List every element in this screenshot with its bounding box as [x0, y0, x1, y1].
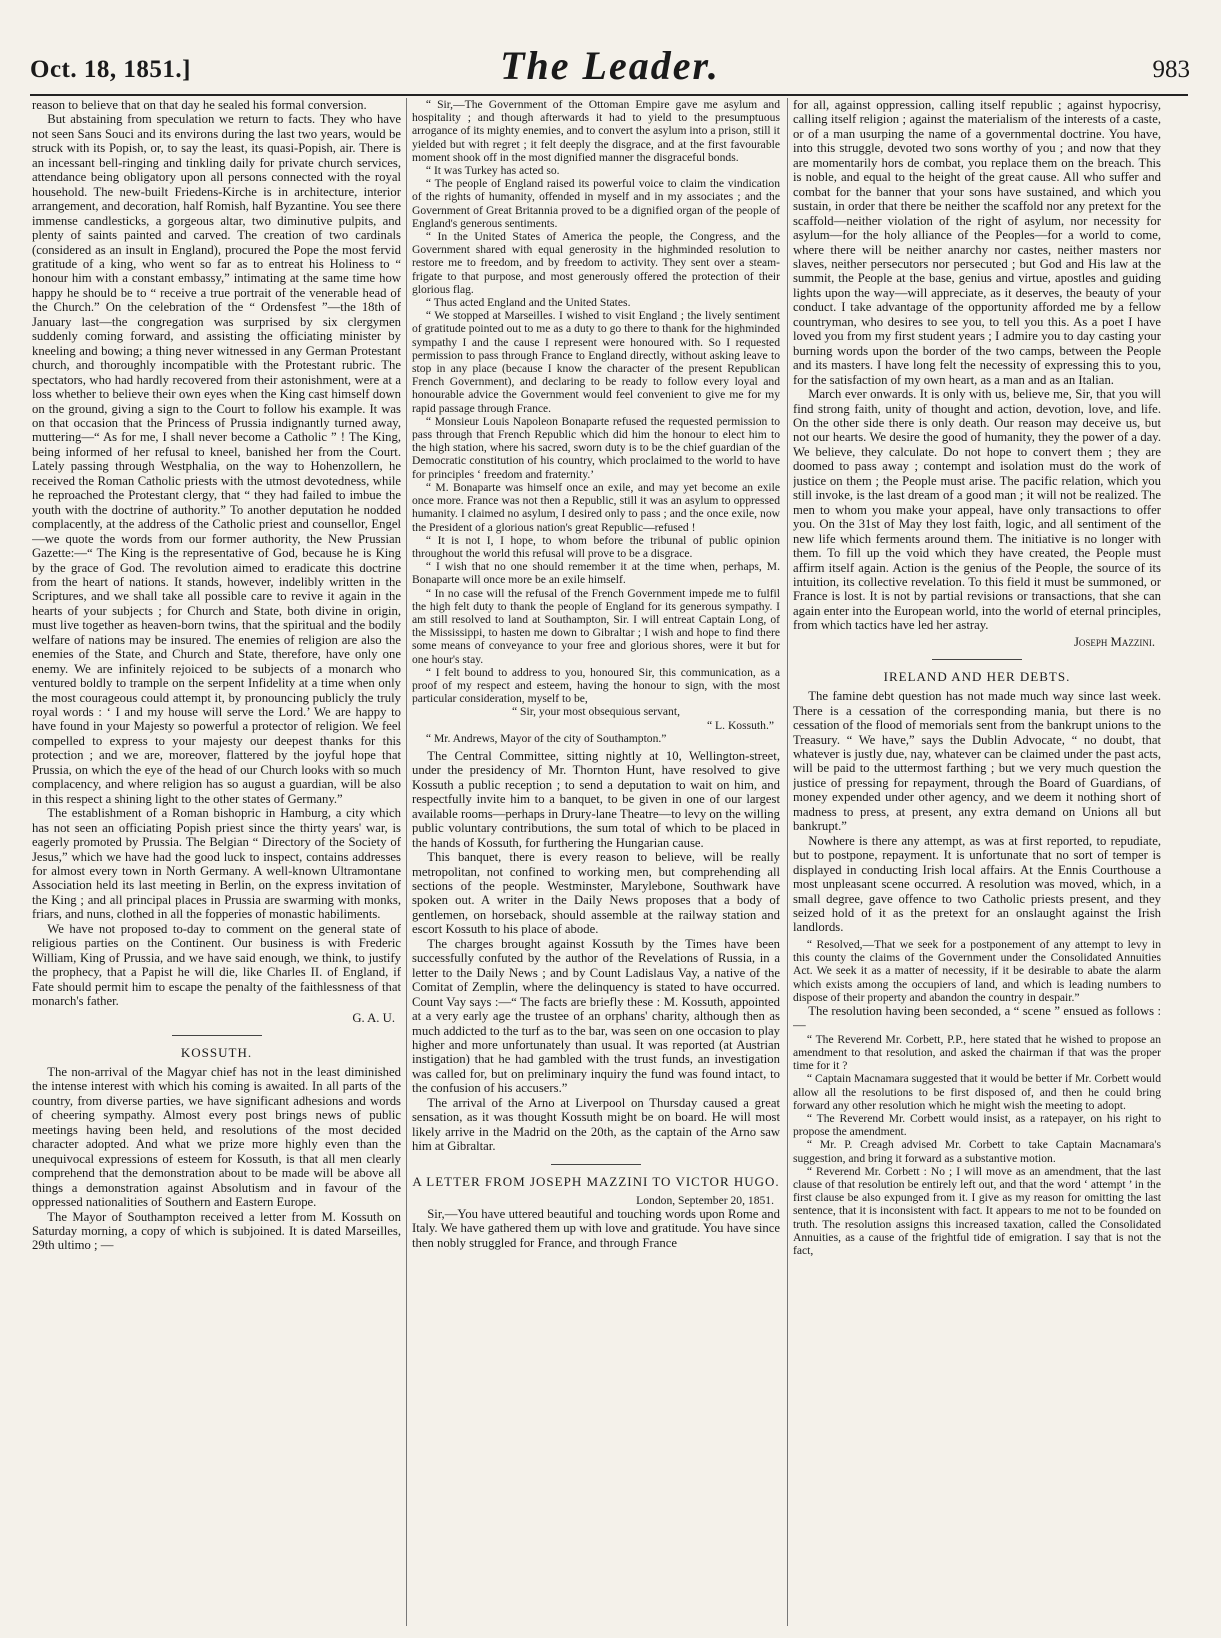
column-3 [793, 98, 1161, 1626]
paragraph: Sir,—You have uttered beautiful and touching words upon Rome and Italy. We have gathered them up with love and gratitude. You have since then nobly struggled for France, and through France [412, 1206, 780, 1250]
paragraph: We have not proposed to-day to comment on the general state of religious parties on the Continent. Our business is with Frederic William, King of Prussia, and we have said enough, we think, to justify the prophecy, that a Papist he will die, like Charles II. of England, if Fate should permit him to escape the penalty of the faithlessness of that monarch's father. [32, 921, 401, 1009]
letter-paragraph: “ The people of England raised its powerful voice to claim the vindication of the rights of humanity, offended in myself and in my associates ; and the Government of Great Britannia proved to be a dignified organ of the people of England's generous sentiments. [412, 177, 780, 230]
section-separator [932, 659, 1022, 660]
column-1 [32, 98, 401, 1626]
letter-paragraph: “ I wish that no one should remember it at the time when, perhaps, M. Bonaparte will once more be an exile himself. [412, 560, 780, 587]
author-signature: Joseph Mazzini. [1073, 634, 1155, 649]
section-heading-mazzini: A LETTER FROM JOSEPH MAZZINI TO VICTOR HUGO. [412, 1173, 780, 1189]
quoted-paragraph: “ Mr. P. Creagh advised Mr. Corbett to take Captain Macnamara's suggestion, and bring it forward as a substantive motion. [793, 1138, 1161, 1165]
paragraph: The Mayor of Southampton received a letter from M. Kossuth on Saturday morning, a copy of which is subjoined. It is dated Marseilles, 29th ultimo ; — [32, 1209, 401, 1253]
quoted-paragraph: “ Captain Macnamara suggested that it would be better if Mr. Corbett would allow all the resolutions to be first disposed of, and then he could bring forward any other resolution which he might wish the meeting to adopt. [793, 1072, 1161, 1112]
paragraph: The establishment of a Roman bishopric in Hamburg, a city which has not seen an officiating Popish priest since the thirty years' war, is eagerly promoted by Prussia. The Belgian “ Directory of the Society of Jesus,” which we have had the good luck to inspect, contains addresses for almost every town in North Germany. A well-known Ultramontane Association held its last meeting in Berlin, on the express invitation of the King ; and all principal places in Prussia are swarming with monks, friars, and nuns, clothed in all the fopperies of monastic habiliments. [32, 806, 401, 922]
author-signature: G. A. U. [352, 1010, 395, 1025]
paragraph: for all, against oppression, calling itself republic ; against hypocrisy, calling itself religion ; against the materialism of the interests of a caste, or of a man usurping the name of a governmental doctrine. You have, into this struggle, devoted two sons worthy of you ; and now that they are momentarily hors de combat, you replace them on the breach. This is noble, and equal to the height of the great cause. All who suffer and combat for the banner that your sons have sustained, and which you sustain, in order that there be neither the scaffold nor any pretext for the scaffold—neither violation of the right of asylum, nor necessity for asylum—for the holy alliance of the Peoples—for a world to come, where there will be neither anarchy nor castes, neither masters nor slaves, neither persecutors nor persecuted ; but God and His law at the summit, the People at the base, genius and virtue, apostles and guiding lights upon the way—will appreciate, as it deserves, the beauty of your conduct. I take advantage of the opportunity afforded me by a fellow countryman, who desires to see you, to tell you this. As a poet I have loved you from my first student years ; I admire you to day casting your burning words upon the border of the two camps, between the People and its masters. I have long felt the necessity of expressing this to you, for the satisfaction of my own heart, as a man and as an Italian. [793, 98, 1161, 387]
letter-paragraph: “ I felt bound to address to you, honoured Sir, this communication, as a proof of my respect and esteem, having the honour to sign, with the most particular consideration, myself to be, [412, 665, 780, 706]
paragraph: The resolution having been seconded, a “ scene ” ensued as follows : — [793, 1003, 1161, 1033]
letter-closing: “ Sir, your most obsequious servant, [512, 705, 680, 719]
paragraph: This banquet, there is every reason to believe, will be really metropolitan, not confined to working men, but comprehending all sections of the people. Westminster, Marylebone, Southwark have spoken out. A writer in the Daily News proposes that a body of gentlemen, on horseback, should assemble at the railway station and escort Kossuth to his place of abode. [412, 850, 780, 937]
page-number: 983 [1152, 56, 1190, 83]
letter-paragraph: “ Thus acted England and the United States. [425, 296, 631, 310]
paragraph: reason to believe that on that day he sealed his formal conversion. [32, 98, 367, 112]
dateline: London, September 20, 1851. [636, 1193, 774, 1207]
paragraph: The Central Committee, sitting nightly at 10, Wellington-street, under the presidency of Mr. Thornton Hunt, have resolved to give Kossuth a public reception ; to send a deputation to wait on him, and respectfully invite him to a banquet, to be given in one of our largest available rooms—perhaps in Drury-lane Theatre—to levy on the willing public voluntary contributions, the sum total of which to be placed in the hands of Kossuth, for furthering the Hungarian cause. [412, 748, 780, 850]
masthead [30, 38, 1190, 90]
quoted-paragraph: “ The Reverend Mr. Corbett, P.P., here stated that he wished to propose an amendment to that resolution, and asked the chairman if that was the proper time for it ? [793, 1032, 1161, 1073]
newspaper-title: The Leader. [500, 43, 720, 88]
section-heading-ireland: IRELAND AND HER DEBTS. [883, 669, 1071, 685]
section-separator [551, 1164, 641, 1165]
section-heading-kossuth: KOSSUTH. [180, 1045, 253, 1060]
column-divider [787, 98, 788, 1626]
letter-paragraph: “ In the United States of America the people, the Congress, and the Government shared with equal generosity in the highminded resolution to restore me to freedom, and by freedom to activity. They sent over a steam-frigate to that purpose, and most generously offered the protection of their glorious flag. [412, 230, 780, 296]
quoted-paragraph: “ Reverend Mr. Corbett : No ; I will move as an amendment, that the last clause of that resolution be entirely left out, and that the word ‘ attempt ’ in the first clause be also expunged from it. I give as my reason for omitting the last sentence, that it is inconsistent with fact. It appears to me not to be founded on truth. The resolution assigns this increased taxation, called the Consolidated Annuities, as a cause of the frightful tide of emigration. I say that is not the fact, [793, 1164, 1161, 1258]
quoted-paragraph: “ The Reverend Mr. Corbett would insist, as a ratepayer, on his right to propose the amendment. [793, 1112, 1161, 1139]
letter-signature: “ L. Kossuth.” [707, 718, 774, 732]
paragraph: The charges brought against Kossuth by the Times have been successfully confuted by the author of the Revelations of Russia, in a letter to the Daily News ; and by Count Ladislaus Vay, a native of the Comitat of Zemplin, where the delinquency is stated to have occurred. Count Vay says :—“ The facts are briefly these : M. Kossuth, appointed at a very early age the trustee of an orphans' charity, although then as much addicted to the turf as to the bar, was seen on one occasion to play higher and more unfortunately than usual. It was reported (at Austrian instigation) that he had gambled with the trust funds, an investigation was called for, but on preliminary inquiry the fund was found intact, to the confusion of his accusers.” [412, 936, 780, 1096]
section-separator [172, 1035, 262, 1036]
quoted-resolution: “ Resolved,—That we seek for a postponement of any attempt to levy in this county the claims of the Government under the Consolidated Annuities Act. We seek it as a matter of necessity, if it be desirable to abate the alarm which exists among the occupiers of land, and which is leading numbers to dispose of their property and abandon the country in despair.” [793, 937, 1161, 1004]
masthead-rule [30, 94, 1188, 96]
paragraph: March ever onwards. It is only with us, believe me, Sir, that you will find strong faith, unity of thought and action, devotion, love, and life. On the other side there is only death. Our reason may deceive us, but not our hearts. We desire the good of humanity, they the power of a day. We believe, they calculate. Do not hope to convert them ; they are doomed to pass away ; contempt and isolation must do the work of justice on them ; the People must arise. The pacific relation, which you still invoke, is the last dream of a good man ; it will not be realized. The men to whom you make your appeal, have only transactions to offer you. On the 31st of May they lost faith, logic, and all sentiment of the new life which ferments around them. The initiative is no longer with them. To fill up the void which they have created, the People must affirm itself again. Action is the genius of the People, the source of its intuition, its collective revelation. To this field it must be summoned, or France is lost. It is not by partial revisions or transactions, that she can again enter into the European world, into the world of eternal principles, from which tactics have led her astray. [793, 387, 1161, 633]
letter-paragraph: “ Monsieur Louis Napoleon Bonaparte refused the requested permission to pass through that French Republic which did him the honour to elect him to the high station, where his sacred, sworn duty is to be the chief guardian of the Democratic constitution of his country, which proclaimed to the world to have for principles ‘ freedom and fraternity.’ [412, 414, 780, 481]
letter-paragraph: “ It is not I, I hope, to whom before the tribunal of public opinion throughout the world this refusal will prove to be a disgrace. [412, 533, 780, 560]
letter-paragraph: “ Sir,—The Government of the Ottoman Empire gave me asylum and hospitality ; and though afterwards it had to yield to the presumptuous arrogance of its mighty enemies, and to convert the asylum into a prison, still it yielded but with regret ; it felt deeply the disgrace, and at the first favourable moment shook off in the most dignified manner the disgraceful bonds. [412, 98, 780, 164]
paragraph: The non-arrival of the Magyar chief has not in the least diminished the intense interest with which his coming is awaited. In all parts of the country, from diverse parties, we have significant adhesions and words of cheering sympathy. Almost every post brings news of public meetings having been held, and resolutions of the most decided character adopted. And what we prize more highly even than the unequivocal expressions of esteem for Kossuth, is that all men clearly comprehend that the demonstration about to be made will be above all things a demonstration against Absolutism and in favour of the oppressed nationalities of Southern and Eastern Europe. [32, 1065, 401, 1210]
letter-paragraph: “ We stopped at Marseilles. I wished to visit England ; the lively sentiment of gratitude pointed out to me as a duty to go there to thank for the highminded sympathy I and the cause I represent were honoured with. So I requested permission to pass through France to England directly, without asking leave to stop in any place (because I know the character of the present Republican French Government), and declaring to be ready to follow every loyal and honourable advice the Government would feel convenient to give me for my rapid passage through France. [412, 309, 780, 415]
letter-addressee: “ Mr. Andrews, Mayor of the city of Southampton.” [425, 731, 667, 745]
paragraph: The arrival of the Arno at Liverpool on Thursday caused a great sensation, as it was thought Kossuth might be on board. He will most likely arrive in the Madrid on the 20th, as the captain of the Arno saw him at Gibraltar. [412, 1095, 780, 1154]
letter-paragraph: “ It was Turkey has acted so. [425, 164, 560, 178]
issue-date: Oct. 18, 1851.] [30, 56, 191, 83]
column-2 [412, 98, 780, 1626]
paragraph: Nowhere is there any attempt, as was at first reported, to repudiate, but to postpone, repayment. It is unfortunate that no sort of temper is displayed in conducting Irish local affairs. At the Ennis Courthouse a most unpleasant scene occurred. A resolution was moved, which, in a small degree, gave offence to two Catholic priests present, and they seized hold of it as the pretext for an onslaught against the Irish landlords. [793, 833, 1161, 935]
letter-paragraph: “ M. Bonaparte was himself once an exile, and may yet become an exile once more. France was not then a Republic, still it was an asylum to oppressed humanity. I claimed no asylum, I desired only to pass ; and the once exile, now the President of a glorious nation's great Republic—refused ! [412, 480, 780, 534]
paragraph: The famine debt question has not made much way since last week. There is a cessation of the corresponding mania, but there is no cessation of the flood of memorials sent from the bankrupt unions to the Treasury. “ We have,” says the Dublin Advocate, “ no doubt, that whatever is justly due, nay, whatever can be claimed under the past acts, will be paid to the uttermost farthing ; but we very much question the justice of pressing for repayment, through the Board of Guardians, of money expended under other agency, and we deem it nothing short of madness to press, at present, any extra demand on Unions all but bankrupt.” [793, 689, 1161, 834]
paragraph: But abstaining from speculation we return to facts. They who have not seen Sans Souci and its environs during the last two years, would be struck with its Popish, or, to say the least, its quasi-Popish, air. There is an incessant bell-ringing and tinkling daily for private church services, attendance being obligatory upon all persons connected with the royal household. The new-built Friedens-Kirche is in architecture, interior arrangement, and decoration, half Romish, half Byzantine. You see there immense candlesticks, a gorgeous altar, two diminutive pulpits, and plenty of saints painted and carved. The creation of two cardinals (considered as an insult in England), procured the Pope the most fervid gratitude of a king, who went so far as to entreat his Holiness to “ honour him with a constant embassy,” intimating at the same time how happy he should be to “ receive a true portrait of the venerable head of the Church.” On the celebration of the “ Ordensfest ”—the 18th of January last—the congregation was surprised by six clergymen suddenly coming forward, and assisting the officiating minister by kneeling and bowing; a thing never witnessed in any German Protestant church, and thoroughly incompatible with the Protestant rubric. The spectators, who had hardly recovered from their astonishment, were at a loss whether to believe their own eyes when the King cast himself down on the ground, giving a sign to the Court to follow his example. It was on that occasion that the Princess of Prussia indignantly turned away, muttering—“ As for me, I shall never become a Catholic ” ! The King, being informed of her refusal to kneel, banished her from the Court. Lately passing through Westphalia, on the way to Hohenzollern, he received the Roman Catholic priests with the utmost devotedness, while he reproached the Protestant clergy, that “ they had failed to imbue the youth with the doctrine of authority.” To another deputation he nodded complacently, at the address of the Catholic priest and counsellor, Engel—we quote the words from our former authority, the New Prussian Gazette:—“ The King is the representative of God, because he is King by the grace of God. The revolution aimed to eradicate this doctrine from the heart of nations. It stands, however, indelibly written in the Scriptures, and we shall take all possible care to revive it again in the hearts of your subjects ; for Church and State, both divine in origin, must live together as heaven-born twins, that the spiritual and the bodily welfare of nations may be insured. The enemies of religion are also the enemies of the State, and Church and State, therefore, have only one enemy. We are infinitely rejoiced to be subjects of a monarch who ventured boldly to trample on the serpent Infidelity at a time when only the most courageous could attempt it, by pronouncing publicly the truly royal words : ‘ I and my house will serve the Lord.’ We are happy to have found in your Majesty so powerful a protector of religion. We feel compelled to express to your majesty our deepest thanks for this protection ; and we are, moreover, flattered by the joyful hope that Prussia, on which the eye of the head of our Church looks with so much complacency, and where religion has so august a guardian, will be also in this respect a shining light to the other states of Germany.” [32, 112, 401, 806]
column-divider [406, 98, 407, 1626]
letter-paragraph: “ In no case will the refusal of the French Government impede me to fulfil the high felt duty to thank the people of England for its generous sympathy. I am still resolved to land at Southampton, Sir. I will entreat Captain Long, of the Mississippi, to hasten me down to Gibraltar ; I wish and hope to find there some means of conveyance to your free and glorious shores, were it but for one hour's stay. [412, 586, 780, 666]
